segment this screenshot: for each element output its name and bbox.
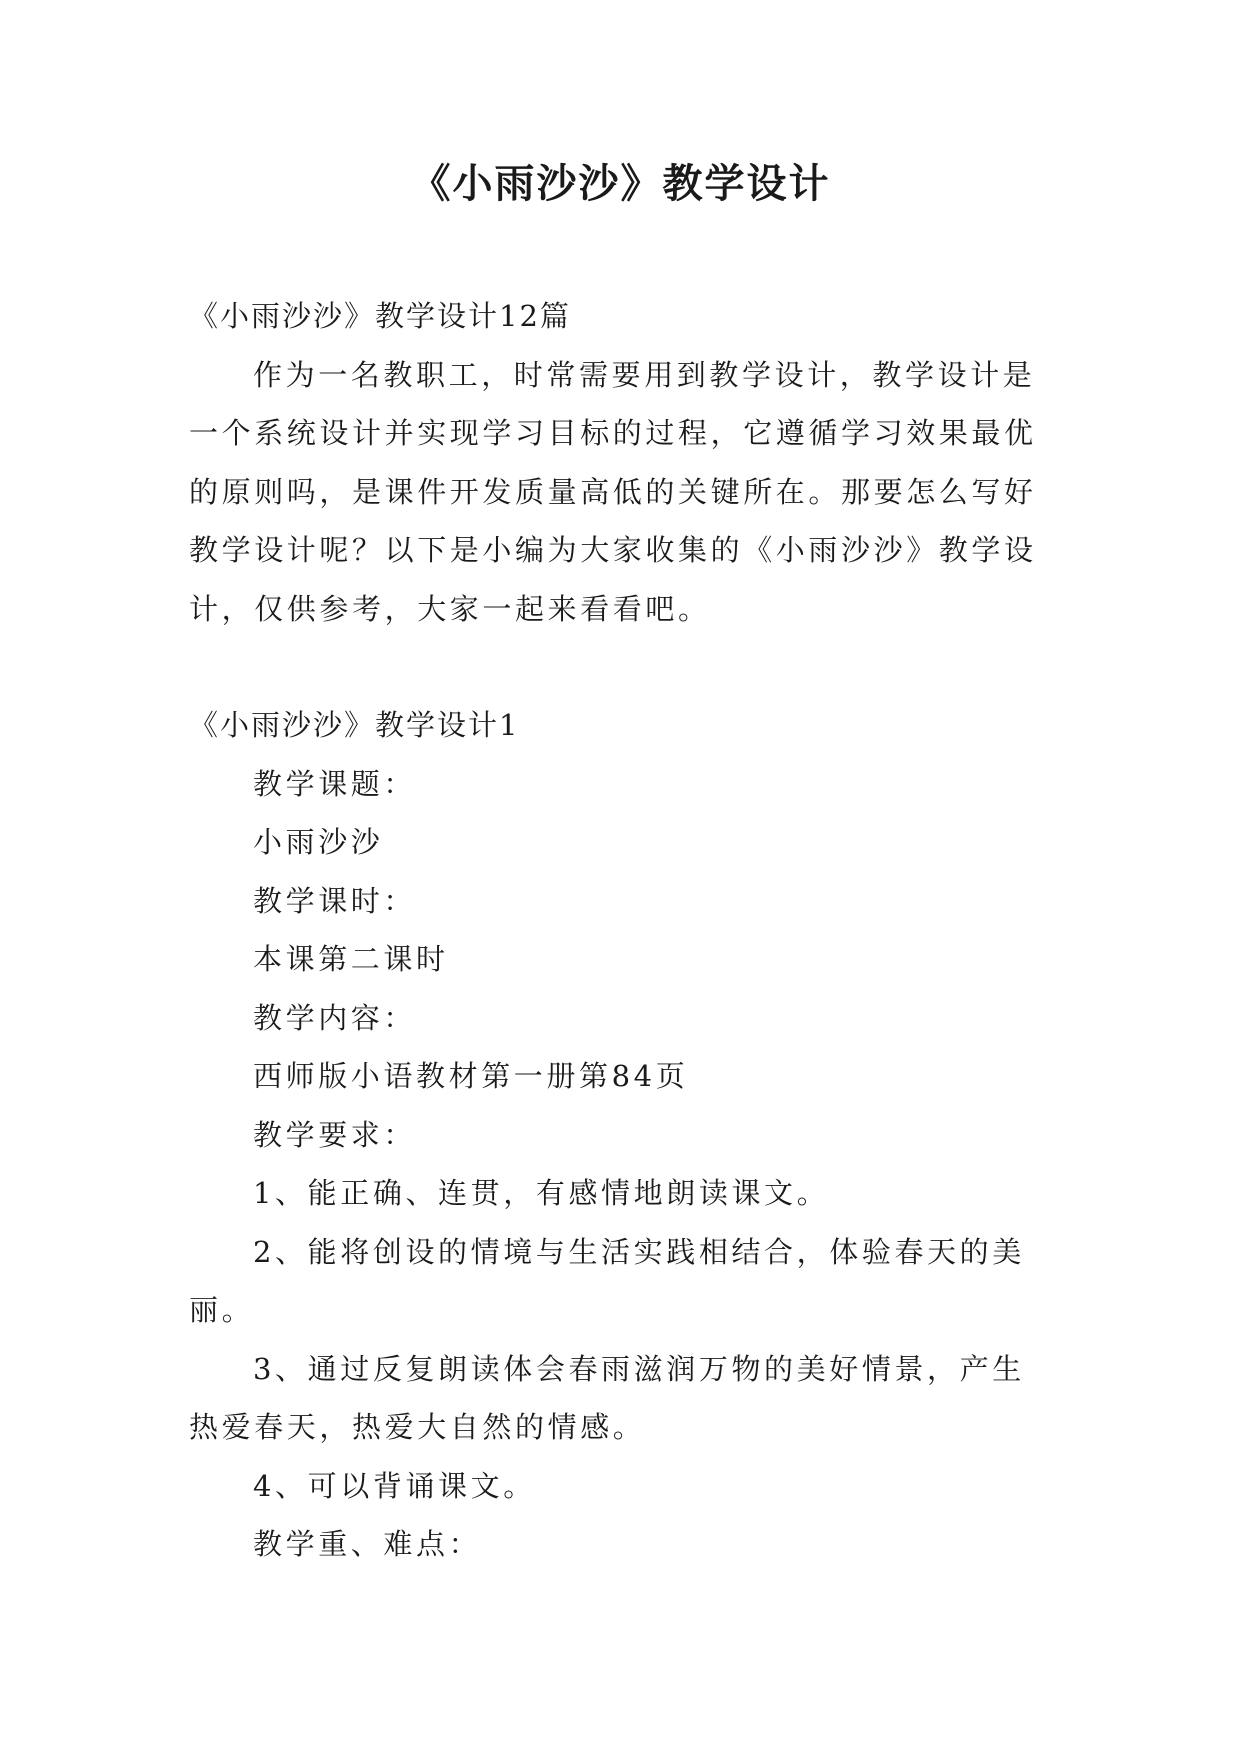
field-label-topic: 教学课题： bbox=[253, 766, 417, 801]
document-body bbox=[189, 287, 1053, 1574]
field-label-content: 教学内容： bbox=[253, 1000, 417, 1035]
section-spacer bbox=[189, 638, 1053, 696]
field-label-period: 教学课时： bbox=[253, 883, 417, 918]
field-label-key-points: 教学重、难点： bbox=[253, 1527, 482, 1561]
collection-heading: 《小雨沙沙》教学设计12篇 bbox=[189, 299, 571, 333]
section-heading: 《小雨沙沙》教学设计1 bbox=[189, 708, 520, 742]
requirement-item: 4、可以背诵课文。 bbox=[253, 1468, 536, 1503]
requirement-item: 2、能将创设的情境与生活实践相结合，体验春天的美丽。 bbox=[189, 1234, 1025, 1327]
field-value-topic: 小雨沙沙 bbox=[253, 825, 384, 859]
field-value-content: 西师版小语教材第一册第84页 bbox=[253, 1059, 689, 1093]
requirement-item: 3、通过反复朗读体会春雨滋润万物的美好情景，产生热爱春天，热爱大自然的情感。 bbox=[189, 1351, 1025, 1444]
document-title: 《小雨沙沙》教学设计 bbox=[410, 161, 831, 207]
requirement-item: 1、能正确、连贯，有感情地朗读课文。 bbox=[253, 1176, 830, 1210]
field-value-period: 本课第二课时 bbox=[253, 942, 449, 976]
intro-paragraph: 作为一名教职工，时常需要用到教学设计，教学设计是一个系统设计并实现学习目标的过程，它遵循学习效果最优的原则吗，是课件开发质量高低的关键所在。那要怎么写好教学设计呢？以下是小编为大家收集的《小雨沙沙》教学设计，仅供参考，大家一起来看看吧。 bbox=[189, 357, 1037, 626]
field-label-requirements: 教学要求： bbox=[253, 1117, 417, 1152]
